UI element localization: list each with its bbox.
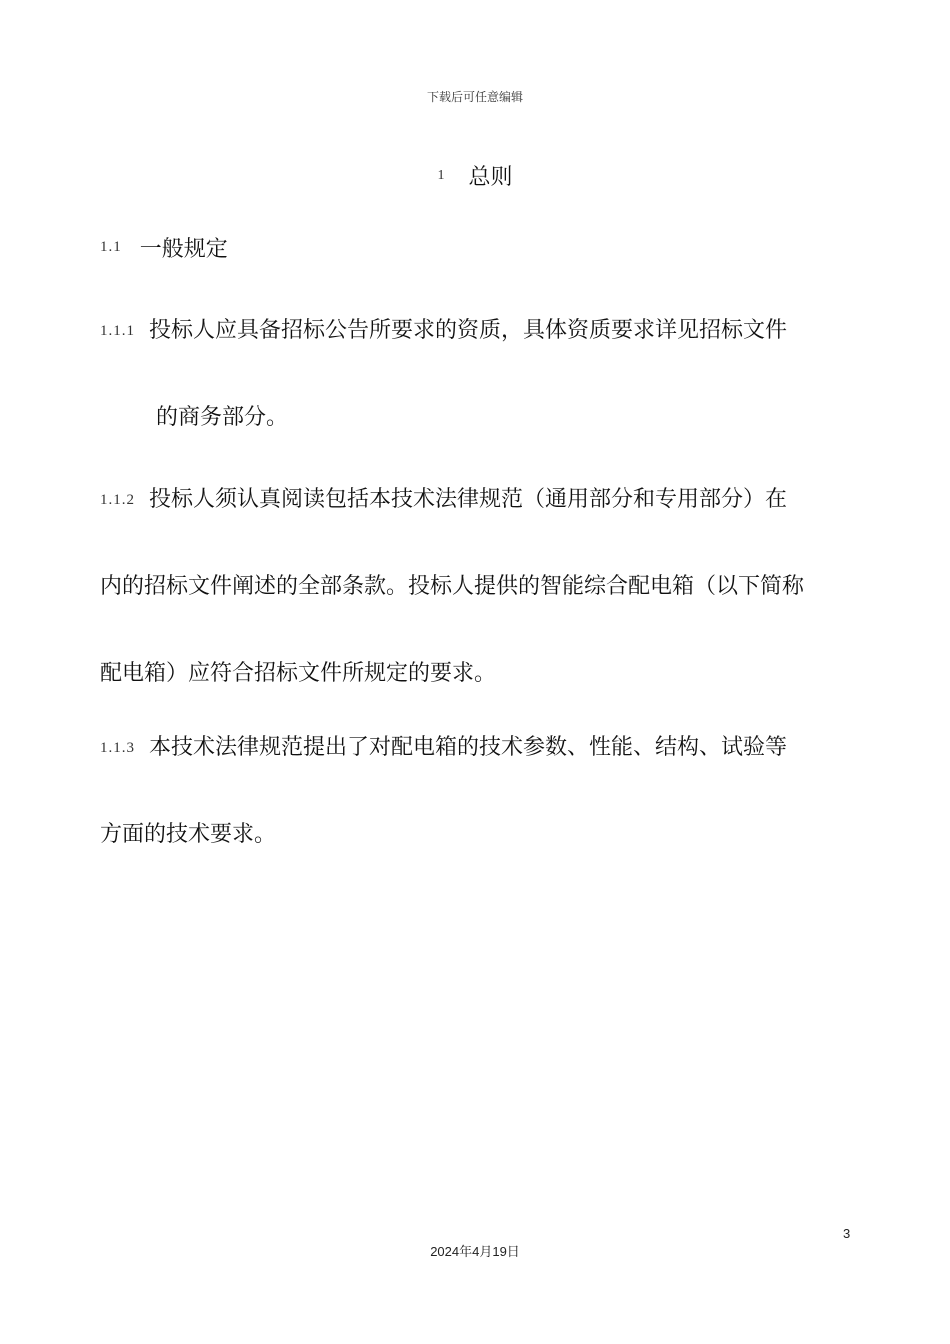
section-number: 1 xyxy=(437,167,445,183)
subsection-heading xyxy=(100,232,228,263)
clause-1-1-3-line-2 xyxy=(100,820,276,850)
clause-1-1-1-line-1 xyxy=(100,316,787,346)
clause-number: 1.1.2 xyxy=(100,492,135,508)
clause-1-1-2-line-3 xyxy=(100,659,496,689)
clause-1-1-2-line-2 xyxy=(100,572,804,602)
clause-text: 投标人应具备招标公告所要求的资质，具体资质要求详见招标文件 xyxy=(149,318,788,343)
clause-1-1-3-line-1 xyxy=(100,733,787,763)
clause-number: 1.1.1 xyxy=(100,323,135,339)
clause-1-1-2-line-1 xyxy=(100,485,787,515)
clause-text: 本技术法律规范提出了对配电箱的技术参数、性能、结构、试验等 xyxy=(149,735,788,760)
footer-date: 2024年4月19日 xyxy=(430,1244,520,1259)
clause-text: 方面的技术要求。 xyxy=(100,822,277,847)
subsection-number: 1.1 xyxy=(100,239,122,255)
clause-number: 1.1.3 xyxy=(100,740,135,756)
section-title: 总则 xyxy=(468,165,513,190)
page-number: 3 xyxy=(843,1226,851,1241)
clause-1-1-1-line-2 xyxy=(156,403,288,433)
clause-text: 投标人须认真阅读包括本技术法律规范（通用部分和专用部分）在 xyxy=(149,487,788,512)
clause-text: 配电箱）应符合招标文件所规定的要求。 xyxy=(100,661,497,686)
header-note: 下载后可任意编辑 xyxy=(426,90,523,104)
section-heading xyxy=(0,160,950,191)
clause-text: 的商务部分。 xyxy=(156,405,289,430)
clause-text: 内的招标文件阐述的全部条款。投标人提供的智能综合配电箱（以下简称 xyxy=(100,574,805,599)
subsection-title: 一般规定 xyxy=(139,237,228,262)
